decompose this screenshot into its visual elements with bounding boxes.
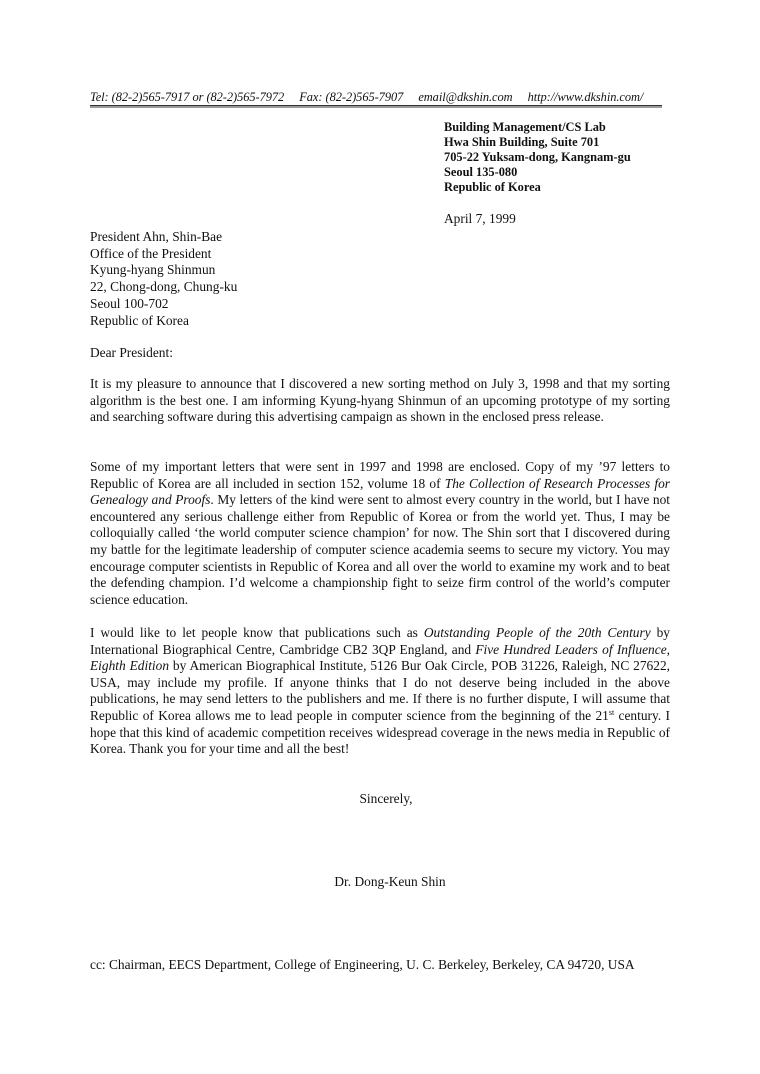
paragraph-text: by International Biographical Centre, Cambridge CB2 3QP England, and: [90, 625, 670, 657]
recipient-line: President Ahn, Shin-Bae: [90, 229, 223, 244]
sender-line: Seoul 135-080: [444, 165, 518, 179]
publication-title: The Collection of Research Processes for Genealogy and Proofs: [90, 475, 671, 508]
body-paragraph-2: [90, 459, 670, 608]
paragraph-text: by American Biographical Institute, 5126 Bur Oak Circle, POB 31226, Raleigh, NC 27622, USA, may include my profile. If anyone thinks that I do not deserve being included in the above publications, he may send letters to the publishers and me. If there is no further dispute, I will assume that Republic of Korea allows me to lead people in computer science from the beginning of the 21: [90, 658, 670, 723]
publication-title: Outstanding People of the 20th Century: [423, 625, 651, 640]
recipient-line: Office of the President: [90, 245, 212, 261]
ordinal-suffix: st: [608, 707, 615, 717]
paragraph-text: century. I hope that this kind of academic competition receives widespread coverage in the news media in Republic of Korea. Thank you for your time and all the best!: [90, 707, 670, 757]
publication-title: Five Hundred Leaders of Influence: [475, 641, 667, 657]
letterhead-tel: Tel: (82-2)565-7917 or (82-2)565-7972: [90, 90, 285, 104]
letterhead-contact-line: [90, 90, 662, 106]
signature-name: Dr. Dong-Keun Shin: [334, 874, 446, 889]
paragraph-text: ,: [666, 641, 670, 657]
salutation: Dear President:: [90, 345, 173, 360]
letter-date: April 7, 1999: [444, 211, 516, 226]
cc-line: cc: Chairman, EECS Department, College of Engineering, U. C. Berkeley, Berkeley, CA 94720, USA: [90, 957, 635, 972]
publication-edition: Eighth Edition: [90, 658, 170, 674]
sender-line: 705-22 Yuksam-dong, Kangnam-gu: [444, 150, 631, 164]
body-paragraph-3: [90, 625, 670, 758]
paragraph-text: . My letters of the kind were sent to almost every country in the world, but I have not encountered any serious challenge either from Republic of Korea or from the world yet. Thus, I may be colloquially called ‘the world computer science champion’ for now. The Shin sort that I discovered during my battle for the legitimate leadership of computer science academia seems to secure my victory. You may encourage computer scientists in Republic of Korea and all over the world to examine my work and to beat the defending champion. I’d welcome a championship fight to seize firm control of the world’s computer science education.: [90, 492, 671, 607]
paragraph-text: Some of my important letters that were sent in 1997 and 1998 are enclosed. Copy of my ’97 letters to Republic of Korea are all included in section 152, volume 18 of: [90, 459, 670, 491]
sender-line: Republic of Korea: [444, 180, 541, 194]
paragraph-text: I would like to let people know that publications such as: [90, 625, 424, 640]
recipient-line: 22, Chong-dong, Chung-ku: [90, 279, 238, 295]
sender-line: Hwa Shin Building, Suite 701: [444, 135, 600, 149]
body-paragraph-1: It is my pleasure to announce that I discovered a new sorting method on July 3, 1998 and that my sorting algorithm is the best one. I am informing Kyung-hyang Shinmun of an upcoming prototype of my sorting and searching software during this advertising campaign as shown in the enclosed press release.: [90, 376, 670, 425]
recipient-line: Kyung-hyang Shinmun: [90, 262, 216, 278]
letterhead-email: email@dkshin.com: [418, 90, 513, 104]
letterhead-fax: Fax: (82-2)565-7907: [299, 90, 404, 104]
recipient-line: Republic of Korea: [90, 312, 189, 328]
sender-address: [444, 120, 631, 195]
recipient-line: Seoul 100-702: [90, 295, 169, 311]
letterhead-website: http://www.dkshin.com/: [527, 90, 644, 104]
sender-line: Building Management/CS Lab: [444, 120, 606, 134]
closing: Sincerely,: [359, 791, 413, 806]
recipient-address: [90, 229, 237, 329]
